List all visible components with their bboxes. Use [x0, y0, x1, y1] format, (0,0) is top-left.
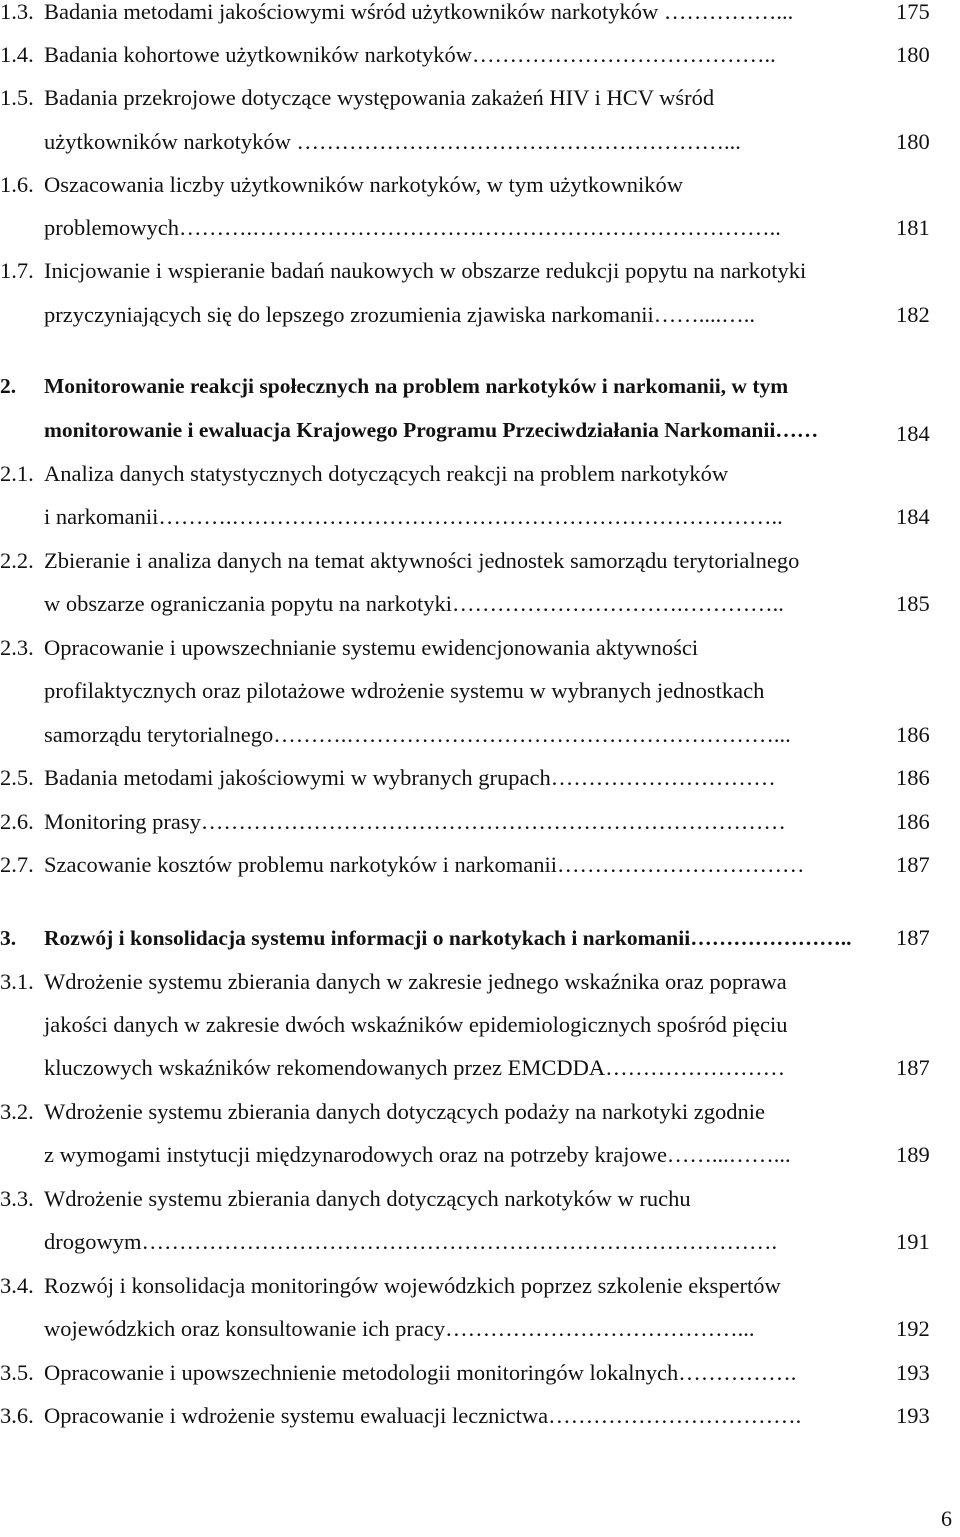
- toc-number: 1.6.: [0, 172, 34, 197]
- toc-page-number: 187: [896, 925, 930, 950]
- toc-entry-1-6-cont[interactable]: [0, 208, 960, 248]
- toc-title-continuation: i narkomanii……….………………………………………………………………..: [44, 504, 783, 529]
- toc-title: Monitoring prasy……………………………………………………………………: [44, 809, 786, 834]
- toc-entry-3-3[interactable]: [0, 1179, 960, 1219]
- toc-page-number: 193: [896, 1360, 930, 1385]
- toc-entry-3-4[interactable]: [0, 1266, 960, 1306]
- toc-title-continuation: profilaktycznych oraz pilotażowe wdrożenie systemu w wybranych jednostkach: [44, 678, 765, 703]
- toc-entry-2-7[interactable]: [0, 845, 960, 885]
- toc-number: 2.1.: [0, 461, 34, 486]
- toc-number: 3.5.: [0, 1360, 34, 1385]
- toc-entry-3-6[interactable]: [0, 1396, 960, 1436]
- toc-title-continuation: wojewódzkich oraz konsultowanie ich pracy…………………………………...: [44, 1316, 755, 1341]
- toc-entry-3-1-cont2[interactable]: [0, 1048, 960, 1088]
- toc-title-continuation: z wymogami instytucji międzynarodowych oraz na potrzeby krajowe……...……...: [44, 1142, 791, 1167]
- toc-title-continuation: kluczowych wskaźników rekomendowanych przez EMCDDA……………………: [44, 1055, 786, 1080]
- toc-entry-3-1-cont1[interactable]: [0, 1005, 960, 1045]
- toc-entry-2-3[interactable]: [0, 628, 960, 668]
- toc-page-number: 192: [896, 1316, 930, 1341]
- toc-entry-1-7[interactable]: [0, 251, 960, 291]
- toc-number: 3.1.: [0, 969, 34, 994]
- toc-title: Analiza danych statystycznych dotyczących reakcji na problem narkotyków: [44, 461, 729, 486]
- toc-title: Wdrożenie systemu zbierania danych dotyczących podaży na narkotyki zgodnie: [44, 1099, 765, 1124]
- toc-entry-3-5[interactable]: [0, 1353, 960, 1393]
- toc-section-2-cont[interactable]: [0, 410, 960, 450]
- toc-page-number: 187: [896, 852, 930, 877]
- toc-title-continuation: jakości danych w zakresie dwóch wskaźników epidemiologicznych spośród pięciu: [44, 1012, 788, 1037]
- toc-entry-1-3[interactable]: [0, 0, 960, 32]
- toc-entry-2-5[interactable]: [0, 758, 960, 798]
- toc-page-number: 186: [896, 722, 930, 747]
- toc-title: Rozwój i konsolidacja systemu informacji o narkotykach i narkomanii…………………..: [44, 926, 852, 950]
- toc-section-3[interactable]: [0, 918, 960, 958]
- toc-title: Wdrożenie systemu zbierania danych w zakresie jednego wskaźnika oraz poprawa: [44, 969, 787, 994]
- toc-title-continuation: problemowych……….……………………………………………………………..: [44, 215, 781, 240]
- toc-page-number: 181: [896, 215, 930, 240]
- toc-number: 2.3.: [0, 635, 34, 660]
- toc-entry-1-5-cont[interactable]: [0, 122, 960, 162]
- toc-title: Monitorowanie reakcji społecznych na problem narkotyków i narkomanii, w tym: [44, 374, 789, 398]
- toc-page-number: 186: [896, 765, 930, 790]
- toc-entry-3-1[interactable]: [0, 962, 960, 1002]
- toc-entry-2-2-cont[interactable]: [0, 584, 960, 624]
- toc-page-number: 184: [896, 421, 930, 446]
- toc-title: Badania metodami jakościowymi wśród użytkowników narkotyków ……………...: [44, 0, 794, 24]
- toc-title-continuation: monitorowanie i ewaluacja Krajowego Programu Przeciwdziałania Narkomanii……: [44, 418, 819, 442]
- toc-page-number: 180: [896, 129, 930, 154]
- toc-number: 3.4.: [0, 1273, 34, 1298]
- toc-number: 2.: [0, 374, 17, 398]
- toc-entry-2-3-cont1[interactable]: [0, 671, 960, 711]
- toc-number: 3.: [0, 926, 17, 950]
- toc-number: 1.3.: [0, 0, 34, 24]
- toc-entry-2-6[interactable]: [0, 802, 960, 842]
- toc-entry-2-2[interactable]: [0, 541, 960, 581]
- toc-title: Wdrożenie systemu zbierania danych dotyczących narkotyków w ruchu: [44, 1186, 691, 1211]
- toc-title-continuation: użytkowników narkotyków …………………………………………………...: [44, 129, 741, 154]
- toc-number: 2.5.: [0, 765, 34, 790]
- toc-entry-1-6[interactable]: [0, 165, 960, 205]
- toc-title-continuation: samorządu terytorialnego……….…………………………………………………...: [44, 722, 791, 747]
- toc-page-number: 187: [896, 1055, 930, 1080]
- footer-page-number: 6: [941, 1506, 952, 1531]
- toc-number: 3.6.: [0, 1403, 34, 1428]
- toc-page-number: 191: [896, 1229, 930, 1254]
- toc-number: 2.7.: [0, 852, 34, 877]
- toc-section-2[interactable]: [0, 366, 960, 406]
- toc-number: 1.4.: [0, 42, 34, 67]
- toc-entry-1-5[interactable]: [0, 78, 960, 118]
- toc-entry-2-1-cont[interactable]: [0, 497, 960, 537]
- toc-page-number: 193: [896, 1403, 930, 1428]
- toc-entry-2-3-cont2[interactable]: [0, 715, 960, 755]
- toc-title: Szacowanie kosztów problemu narkotyków i narkomanii……………………………: [44, 852, 805, 877]
- toc-number: 3.3.: [0, 1186, 34, 1211]
- toc-title: Inicjowanie i wspieranie badań naukowych w obszarze redukcji popytu na narkotyki: [44, 258, 807, 283]
- toc-entry-3-3-cont[interactable]: [0, 1222, 960, 1262]
- toc-title-continuation: drogowym………………………………………………………………………….: [44, 1229, 778, 1254]
- toc-page-number: 180: [896, 42, 930, 67]
- toc-title: Zbieranie i analiza danych na temat aktywności jednostek samorządu terytorialnego: [44, 548, 800, 573]
- toc-title: Oszacowania liczby użytkowników narkotyków, w tym użytkowników: [44, 172, 684, 197]
- toc-title-continuation: w obszarze ograniczania popytu na narkotyki………………………….…………..: [44, 591, 784, 616]
- toc-page-number: 185: [896, 591, 930, 616]
- toc-page-number: 184: [896, 504, 930, 529]
- toc-number: 1.7.: [0, 258, 34, 283]
- toc-title: Rozwój i konsolidacja monitoringów wojewódzkich poprzez szkolenie ekspertów: [44, 1273, 781, 1298]
- toc-title-continuation: przyczyniających się do lepszego zrozumienia zjawiska narkomanii……....…..: [44, 302, 755, 327]
- toc-entry-1-4[interactable]: [0, 35, 960, 75]
- toc-entry-3-2-cont[interactable]: [0, 1135, 960, 1175]
- toc-page-number: 189: [896, 1142, 930, 1167]
- toc-entry-1-7-cont[interactable]: [0, 295, 960, 335]
- toc-title: Opracowanie i upowszechnianie systemu ewidencjonowania aktywności: [44, 635, 699, 660]
- toc-page-number: 175: [896, 0, 930, 24]
- toc-title: Badania kohortowe użytkowników narkotyków…………………………………..: [44, 42, 776, 67]
- toc-number: 3.2.: [0, 1099, 34, 1124]
- toc-title: Badania metodami jakościowymi w wybranych grupach…………………………: [44, 765, 776, 790]
- toc-entry-3-2[interactable]: [0, 1092, 960, 1132]
- toc-number: 2.2.: [0, 548, 34, 573]
- toc-page-number: 186: [896, 809, 930, 834]
- toc-title: Badania przekrojowe dotyczące występowania zakażeń HIV i HCV wśród: [44, 85, 715, 110]
- toc-title: Opracowanie i wdrożenie systemu ewaluacji lecznictwa…………………………….: [44, 1403, 802, 1428]
- toc-number: 1.5.: [0, 85, 34, 110]
- toc-title: Opracowanie i upowszechnienie metodologii monitoringów lokalnych…………….: [44, 1360, 797, 1385]
- toc-page-number: 182: [896, 302, 930, 327]
- toc-entry-2-1[interactable]: [0, 454, 960, 494]
- toc-number: 2.6.: [0, 809, 34, 834]
- toc-entry-3-4-cont[interactable]: [0, 1309, 960, 1349]
